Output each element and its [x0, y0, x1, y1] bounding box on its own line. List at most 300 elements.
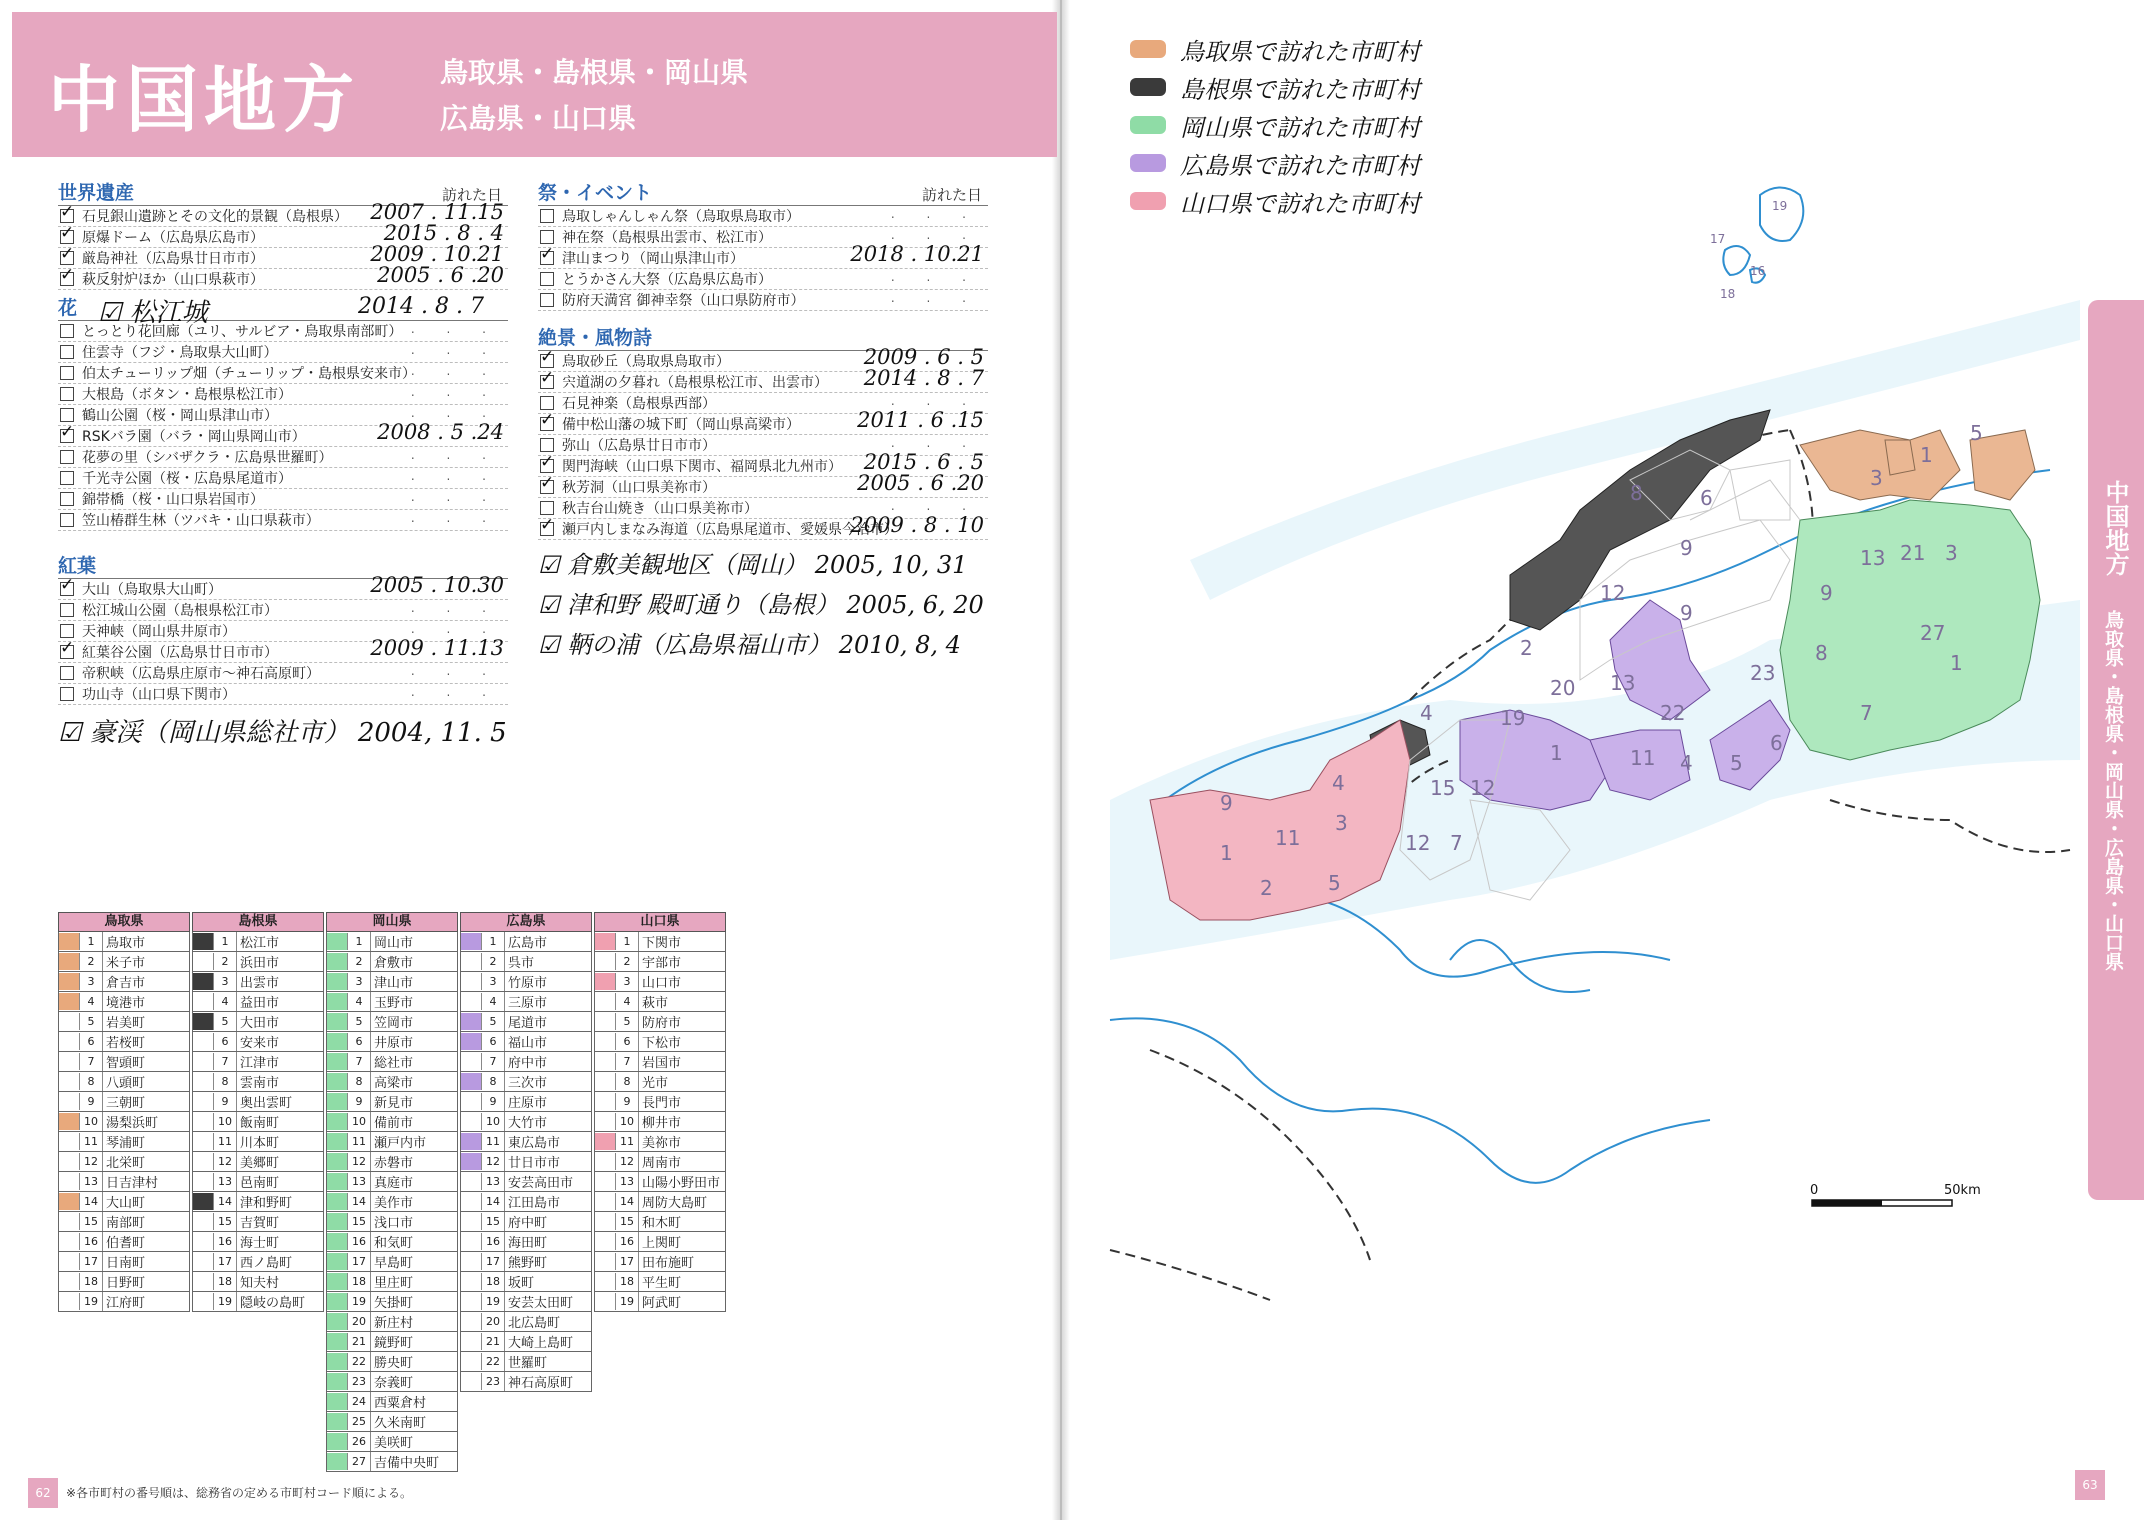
map-label-4c: 4	[1332, 771, 1345, 795]
row-number: 7	[355, 1055, 363, 1068]
municipality-name: 境港市	[102, 992, 189, 1011]
row-number: 7	[623, 1055, 631, 1068]
municipality-name: 美作市	[370, 1192, 457, 1211]
municipality-name: 大田市	[236, 1012, 323, 1031]
date-placeholder: . . .	[410, 385, 500, 399]
visited-swatch	[461, 1013, 482, 1030]
row-number: 1	[87, 935, 95, 948]
municipality-name: 東広島市	[504, 1132, 591, 1151]
section-title: 絶景・風物詩	[538, 327, 653, 349]
prefecture-table	[460, 912, 592, 1472]
item-label: 住雲寺（フジ・鳥取県大山町）	[82, 345, 278, 361]
page-number-right: 63	[2075, 1470, 2105, 1500]
item-list	[58, 321, 508, 531]
map-label-19b: 19	[1500, 706, 1526, 730]
row-number: 5	[623, 1015, 631, 1028]
row-number: 16	[620, 1235, 634, 1248]
map-label-7b: 7	[1450, 831, 1463, 855]
table-row	[326, 1312, 458, 1332]
table-row	[326, 1392, 458, 1412]
map-label-11: 11	[1630, 746, 1656, 770]
checkbox[interactable]	[540, 417, 554, 431]
visited-date: 2005 . 6 .20	[377, 263, 504, 287]
visited-swatch	[595, 1173, 616, 1190]
municipality-name: 山陽小野田市	[638, 1172, 725, 1191]
municipality-name: 海田町	[504, 1232, 591, 1251]
section-flowers	[58, 294, 508, 531]
row-number: 18	[218, 1275, 232, 1288]
row-number: 17	[218, 1255, 232, 1268]
visited-swatch	[461, 1313, 482, 1330]
visited-swatch	[327, 1173, 348, 1190]
visited-date: 2008 . 5 .24	[377, 420, 504, 444]
table-row	[460, 1152, 592, 1172]
visited-swatch	[595, 1013, 616, 1030]
row-number: 17	[620, 1255, 634, 1268]
municipality-name: 湯梨浜町	[102, 1112, 189, 1131]
municipality-name: 吉賀町	[236, 1212, 323, 1231]
row-number: 18	[352, 1275, 366, 1288]
checkbox[interactable]	[60, 272, 74, 286]
municipality-name: 西粟倉村	[370, 1392, 457, 1411]
table-row	[192, 1032, 324, 1052]
visited-swatch	[327, 933, 348, 950]
visited-swatch	[595, 933, 616, 950]
visited-swatch	[461, 1093, 482, 1110]
checkbox[interactable]	[540, 438, 554, 452]
row-number: 2	[623, 955, 631, 968]
visited-swatch	[193, 1213, 214, 1230]
checkbox[interactable]	[540, 501, 554, 515]
table-row	[326, 1112, 458, 1132]
prefecture-table-header: 山口県	[594, 912, 726, 932]
row-number: 4	[221, 995, 229, 1008]
checkbox[interactable]	[540, 480, 554, 494]
prefecture-table	[326, 912, 458, 1472]
handwritten-note-gokei: ☑ 豪渓（岡山県総社市） 2004, 11. 5	[58, 718, 507, 748]
visited-swatch	[59, 933, 80, 950]
municipality-name: 隠岐の島町	[236, 1292, 323, 1311]
row-number: 7	[221, 1055, 229, 1068]
scale-max: 50km	[1944, 1183, 1981, 1198]
row-number: 3	[87, 975, 95, 988]
item-label: 萩反射炉ほか（山口県萩市）	[82, 272, 264, 288]
table-row	[326, 1012, 458, 1032]
municipality-name: 日吉津村	[102, 1172, 189, 1191]
checkbox[interactable]	[60, 513, 74, 527]
item-label: 防府天満宮 御神幸祭（山口県防府市）	[562, 293, 805, 309]
table-row	[326, 952, 458, 972]
municipality-name: 知夫村	[236, 1272, 323, 1291]
row-number: 10	[620, 1115, 634, 1128]
visited-swatch	[327, 1033, 348, 1050]
visited-swatch	[461, 1153, 482, 1170]
item-label: 宍道湖の夕暮れ（島根県松江市、出雲市）	[562, 375, 828, 391]
table-row	[460, 1032, 592, 1052]
table-row	[460, 1192, 592, 1212]
municipality-name: 上関町	[638, 1232, 725, 1251]
visited-swatch	[59, 993, 80, 1010]
table-row	[326, 1432, 458, 1452]
visited-swatch	[461, 1333, 482, 1350]
visited-date: 2015 . 8 . 4	[383, 221, 504, 245]
table-row	[460, 972, 592, 992]
checkbox[interactable]	[60, 582, 74, 596]
visited-swatch	[327, 1073, 348, 1090]
header-prefs-line2: 広島県・山口県	[440, 102, 637, 135]
visited-swatch	[59, 953, 80, 970]
item-label: 弥山（広島県廿日市市）	[562, 438, 716, 454]
municipality-name: 久米南町	[370, 1412, 457, 1431]
checkbox[interactable]	[60, 251, 74, 265]
visited-swatch	[59, 1213, 80, 1230]
item-label: 原爆ドーム（広島県広島市）	[82, 230, 264, 246]
handwritten-note-tomonoura: ☑ 鞆の浦（広島県福山市） 2010, 8, 4	[538, 631, 961, 659]
visited-swatch	[595, 993, 616, 1010]
row-number: 9	[221, 1095, 229, 1108]
checkbox[interactable]	[540, 230, 554, 244]
visited-swatch	[59, 1013, 80, 1030]
table-row	[460, 1052, 592, 1072]
side-tab-prefectures: 鳥取県・島根県・岡山県・広島県・山口県	[2102, 610, 2124, 971]
page-title: 中国地方	[48, 58, 361, 142]
visited-swatch	[595, 1113, 616, 1130]
table-row	[58, 1072, 190, 1092]
checkbox[interactable]	[60, 687, 74, 701]
municipality-name: 北栄町	[102, 1152, 189, 1171]
checkbox[interactable]	[60, 366, 74, 380]
table-row	[58, 1212, 190, 1232]
checklist-item	[58, 663, 508, 684]
row-number: 18	[84, 1275, 98, 1288]
row-number: 14	[218, 1195, 232, 1208]
municipality-name: 智頭町	[102, 1052, 189, 1071]
date-placeholder: . . .	[410, 406, 500, 420]
visited-swatch	[193, 1293, 214, 1310]
date-placeholder: . . .	[410, 685, 500, 699]
table-row	[58, 1292, 190, 1312]
visited-date-header: 訪れた日	[441, 186, 502, 204]
visited-swatch	[193, 1033, 214, 1050]
handwritten-note-kurashiki: ☑ 倉敷美観地区（岡山） 2005, 10, 31	[538, 551, 968, 579]
table-row	[192, 1232, 324, 1252]
visited-swatch	[595, 1033, 616, 1050]
table-row	[58, 1132, 190, 1152]
map-label-17: 17	[1710, 232, 1726, 246]
visited-swatch	[193, 1073, 214, 1090]
municipality-name: 八頭町	[102, 1072, 189, 1091]
visited-swatch	[461, 993, 482, 1010]
municipality-name: 倉吉市	[102, 972, 189, 991]
visited-swatch	[461, 1293, 482, 1310]
checklist-item	[58, 447, 508, 468]
row-number: 11	[486, 1135, 500, 1148]
visited-swatch	[327, 1013, 348, 1030]
visited-swatch	[59, 1253, 80, 1270]
visited-date: 2011 . 6 .15	[857, 408, 984, 432]
visited-swatch	[193, 1153, 214, 1170]
row-number: 13	[84, 1175, 98, 1188]
row-number: 20	[352, 1315, 366, 1328]
scale-bar	[1810, 1183, 1981, 1206]
row-number: 1	[489, 935, 497, 948]
table-row	[594, 932, 726, 952]
visited-swatch	[461, 1273, 482, 1290]
item-label: 千光寺公園（桜・広島県尾道市）	[82, 471, 292, 487]
table-row	[460, 1232, 592, 1252]
table-row	[594, 1192, 726, 1212]
municipality-name: 呉市	[504, 952, 591, 971]
table-row	[326, 1412, 458, 1432]
section-scenery	[538, 328, 988, 540]
checkbox[interactable]	[60, 230, 74, 244]
checkbox[interactable]	[60, 324, 74, 338]
municipality-name: 光市	[638, 1072, 725, 1091]
map-label-1c: 1	[1550, 741, 1563, 765]
item-label: 鳥取しゃんしゃん祭（鳥取県鳥取市）	[562, 209, 800, 225]
row-number: 15	[352, 1215, 366, 1228]
item-list	[58, 200, 508, 290]
visited-swatch	[59, 1153, 80, 1170]
map-label-9b: 9	[1680, 601, 1693, 625]
item-label: 関門海峡（山口県下関市、福岡県北九州市）	[562, 459, 842, 475]
municipality-name: 下松市	[638, 1032, 725, 1051]
item-label: 石見銀山遺跡とその文化的景観（島根県）	[82, 209, 348, 225]
table-row	[192, 1132, 324, 1152]
row-number: 19	[84, 1295, 98, 1308]
row-number: 8	[87, 1075, 95, 1088]
row-number: 7	[489, 1055, 497, 1068]
date-placeholder: . . .	[410, 664, 500, 678]
scale-zero: 0	[1810, 1183, 1819, 1198]
table-row	[192, 1212, 324, 1232]
municipality-name: 若桜町	[102, 1032, 189, 1051]
municipality-name: 川本町	[236, 1132, 323, 1151]
map-label-21: 21	[1900, 541, 1926, 565]
item-label: 津山まつり（岡山県津山市）	[562, 251, 744, 267]
date-placeholder: . . .	[890, 207, 980, 221]
table-row	[58, 1032, 190, 1052]
table-row	[594, 1152, 726, 1172]
section-world-heritage	[58, 183, 508, 290]
municipality-name: 奈義町	[370, 1372, 457, 1391]
row-number: 14	[486, 1195, 500, 1208]
table-row	[594, 1112, 726, 1132]
row-number: 9	[623, 1095, 631, 1108]
municipality-name: 長門市	[638, 1092, 725, 1111]
row-number: 10	[486, 1115, 500, 1128]
row-number: 14	[84, 1195, 98, 1208]
checklist-item	[538, 242, 988, 269]
date-placeholder: . . .	[890, 499, 980, 513]
section-festivals	[538, 183, 988, 311]
table-row	[460, 932, 592, 952]
map-label-13: 13	[1860, 546, 1886, 570]
row-number: 15	[486, 1215, 500, 1228]
map-label-5c: 5	[1328, 871, 1341, 895]
checklist-item	[58, 363, 508, 384]
map-label-15: 15	[1430, 776, 1456, 800]
municipality-name: 竹原市	[504, 972, 591, 991]
checkbox[interactable]	[60, 492, 74, 506]
checkbox[interactable]	[60, 408, 74, 422]
row-number: 16	[84, 1235, 98, 1248]
table-row	[58, 1012, 190, 1032]
municipality-name: 周南市	[638, 1152, 725, 1171]
item-label: 大山（鳥取県大山町）	[82, 582, 222, 598]
visited-swatch	[59, 1293, 80, 1310]
row-number: 1	[355, 935, 363, 948]
visited-swatch	[461, 1073, 482, 1090]
municipality-name: 防府市	[638, 1012, 725, 1031]
item-label: 伯太チューリップ畑（チューリップ・島根県安来市）	[82, 366, 417, 382]
date-placeholder: . . .	[890, 436, 980, 450]
municipality-name: 玉野市	[370, 992, 457, 1011]
row-number: 12	[218, 1155, 232, 1168]
checklist-item	[538, 269, 988, 290]
municipality-name: 世羅町	[504, 1352, 591, 1371]
visited-date: 2005 . 10.30	[370, 573, 504, 597]
date-placeholder: . . .	[410, 322, 500, 336]
handwritten-date: 2014 . 8 . 7	[358, 294, 484, 319]
item-label: 神在祭（島根県出雲市、松江市）	[562, 230, 772, 246]
municipality-name: 里庄町	[370, 1272, 457, 1291]
municipality-name: 備前市	[370, 1112, 457, 1131]
row-number: 4	[87, 995, 95, 1008]
municipality-name: 和木町	[638, 1212, 725, 1231]
table-row	[58, 1232, 190, 1252]
table-row	[594, 1072, 726, 1092]
visited-swatch	[595, 1253, 616, 1270]
municipality-name: 南部町	[102, 1212, 189, 1231]
item-label: 鶴山公園（桜・岡山県津山市）	[82, 408, 278, 424]
table-row	[58, 1172, 190, 1192]
map-label-3b: 3	[1945, 541, 1958, 565]
checklist-item	[58, 468, 508, 489]
date-placeholder: . . .	[890, 228, 980, 242]
checkbox[interactable]	[60, 387, 74, 401]
chugoku-map	[1070, 0, 2088, 1520]
checkbox[interactable]	[540, 396, 554, 410]
table-row	[192, 1192, 324, 1212]
visited-swatch	[193, 973, 214, 990]
checklist-item	[58, 600, 508, 621]
checkbox[interactable]	[540, 459, 554, 473]
municipality-name: 浜田市	[236, 952, 323, 971]
table-row	[326, 1352, 458, 1372]
visited-swatch	[327, 973, 348, 990]
visited-swatch	[327, 1433, 348, 1450]
table-row	[326, 1032, 458, 1052]
row-number: 19	[486, 1295, 500, 1308]
municipality-name: 琴浦町	[102, 1132, 189, 1151]
table-row	[192, 1272, 324, 1292]
checkbox[interactable]	[60, 666, 74, 680]
checklist-item	[58, 342, 508, 363]
checkbox[interactable]	[540, 209, 554, 223]
municipality-name: 真庭市	[370, 1172, 457, 1191]
map-label-12: 12	[1470, 776, 1496, 800]
map-label-20: 20	[1550, 676, 1576, 700]
visited-swatch	[595, 1293, 616, 1310]
checkbox[interactable]	[60, 209, 74, 223]
visited-swatch	[595, 1193, 616, 1210]
table-row	[594, 1212, 726, 1232]
row-number: 23	[352, 1375, 366, 1388]
visited-swatch	[59, 1093, 80, 1110]
row-number: 2	[489, 955, 497, 968]
checkbox[interactable]	[60, 603, 74, 617]
checkbox[interactable]	[540, 354, 554, 368]
map-label-8: 8	[1815, 641, 1828, 665]
municipality-name: 日南町	[102, 1252, 189, 1271]
checkbox[interactable]	[60, 471, 74, 485]
visited-swatch	[59, 973, 80, 990]
checkbox[interactable]	[540, 522, 554, 536]
checkbox[interactable]	[60, 645, 74, 659]
map-label-6: 6	[1770, 731, 1783, 755]
table-row	[192, 1292, 324, 1312]
prefecture-table	[58, 912, 190, 1472]
table-row	[460, 1132, 592, 1152]
map-label-4b: 4	[1420, 701, 1433, 725]
map-label-2b: 2	[1260, 876, 1273, 900]
table-row	[594, 952, 726, 972]
municipality-name: 井原市	[370, 1032, 457, 1051]
municipality-name: 邑南町	[236, 1172, 323, 1191]
visited-date: 2014 . 8 . 7	[863, 366, 984, 390]
municipality-name: 日野町	[102, 1272, 189, 1291]
municipality-name: 熊野町	[504, 1252, 591, 1271]
checkbox[interactable]	[540, 293, 554, 307]
checkbox[interactable]	[60, 345, 74, 359]
visited-swatch	[461, 973, 482, 990]
checkbox[interactable]	[540, 375, 554, 389]
row-number: 2	[87, 955, 95, 968]
row-number: 15	[620, 1215, 634, 1228]
section-head	[538, 183, 988, 206]
table-row	[326, 1292, 458, 1312]
municipality-name: 岡山市	[370, 932, 457, 951]
footnote: ※各市町村の番号順は、総務省の定める市町村コード順による。	[66, 1486, 413, 1500]
item-label: 功山寺（山口県下関市）	[82, 687, 236, 703]
table-row	[58, 952, 190, 972]
checkbox[interactable]	[60, 624, 74, 638]
checkbox[interactable]	[60, 429, 74, 443]
map-label-1b: 1	[1950, 651, 1963, 675]
municipality-name: 西ノ島町	[236, 1252, 323, 1271]
checklist-item	[538, 471, 988, 498]
municipality-name: 大竹市	[504, 1112, 591, 1131]
table-row	[58, 972, 190, 992]
row-number: 5	[221, 1015, 229, 1028]
map-label-3: 3	[1870, 466, 1883, 490]
table-row	[594, 1272, 726, 1292]
row-number: 17	[352, 1255, 366, 1268]
table-row	[460, 1332, 592, 1352]
checkbox[interactable]	[540, 251, 554, 265]
visited-swatch	[327, 1253, 348, 1270]
checkbox[interactable]	[60, 450, 74, 464]
visited-swatch	[461, 1133, 482, 1150]
table-row	[58, 1112, 190, 1132]
checkbox[interactable]	[540, 272, 554, 286]
visited-swatch	[595, 973, 616, 990]
map-label-3c: 3	[1335, 811, 1348, 835]
visited-swatch	[461, 1053, 482, 1070]
table-row	[58, 1092, 190, 1112]
row-number: 12	[352, 1155, 366, 1168]
